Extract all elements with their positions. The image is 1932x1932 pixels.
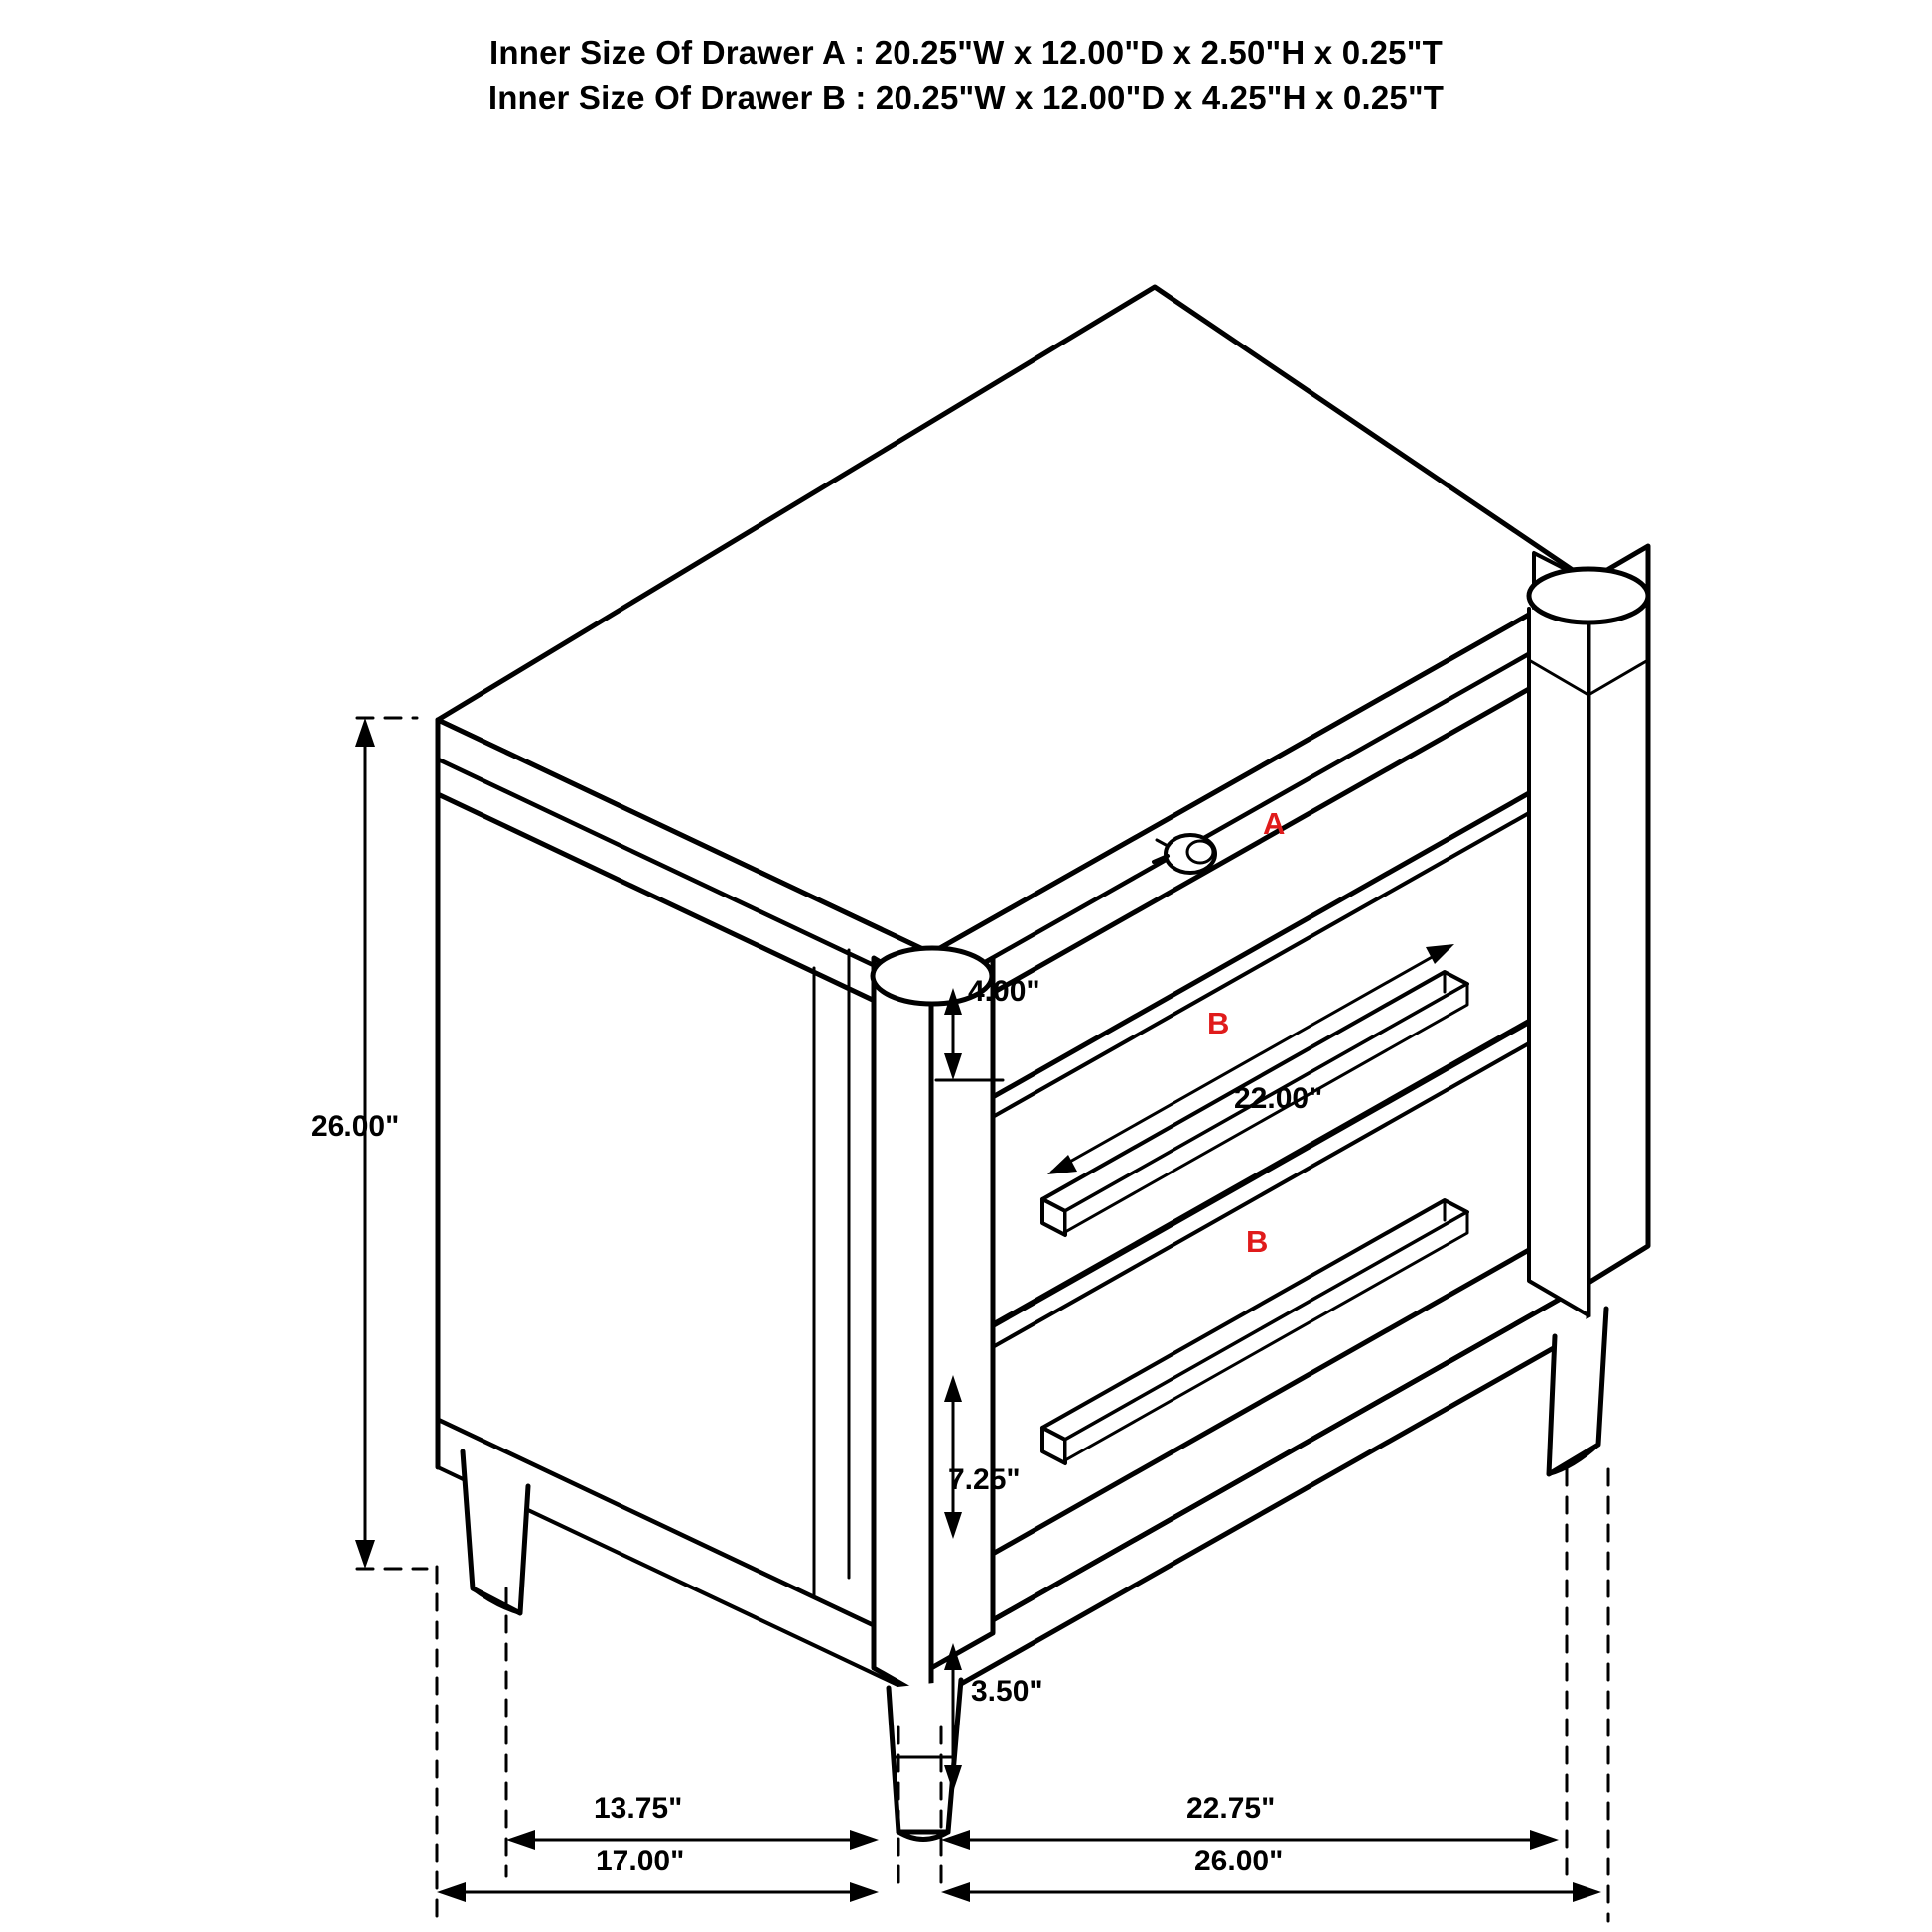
dimension-overall-width: 26.00" (1194, 1845, 1284, 1877)
dimension-drawer-front-width: 22.00" (1234, 1082, 1323, 1115)
dimension-overall-depth: 17.00" (596, 1845, 685, 1877)
drawer-a-inner-size-text: Inner Size Of Drawer A : 20.25"W x 12.00"D x 2.50"H x 0.25"T (489, 34, 1443, 70)
dimension-drawer-b-face-height: 7.25" (948, 1463, 1021, 1496)
drawer-label-b-lower: B (1246, 1224, 1269, 1259)
dimension-front-width-inner: 22.75" (1186, 1792, 1276, 1825)
dimension-drawer-a-face-height: 4.00" (968, 975, 1040, 1008)
drawer-label-b-upper: B (1207, 1006, 1230, 1040)
dimension-overall-height: 26.00" (311, 1110, 400, 1143)
drawer-label-a: A (1263, 806, 1286, 841)
dimension-side-depth: 13.75" (594, 1792, 683, 1825)
drawer-b-inner-size-text: Inner Size Of Drawer B : 20.25"W x 12.00"D x 4.25"H x 0.25"T (487, 79, 1445, 116)
dimension-leg-height: 3.50" (971, 1675, 1043, 1708)
